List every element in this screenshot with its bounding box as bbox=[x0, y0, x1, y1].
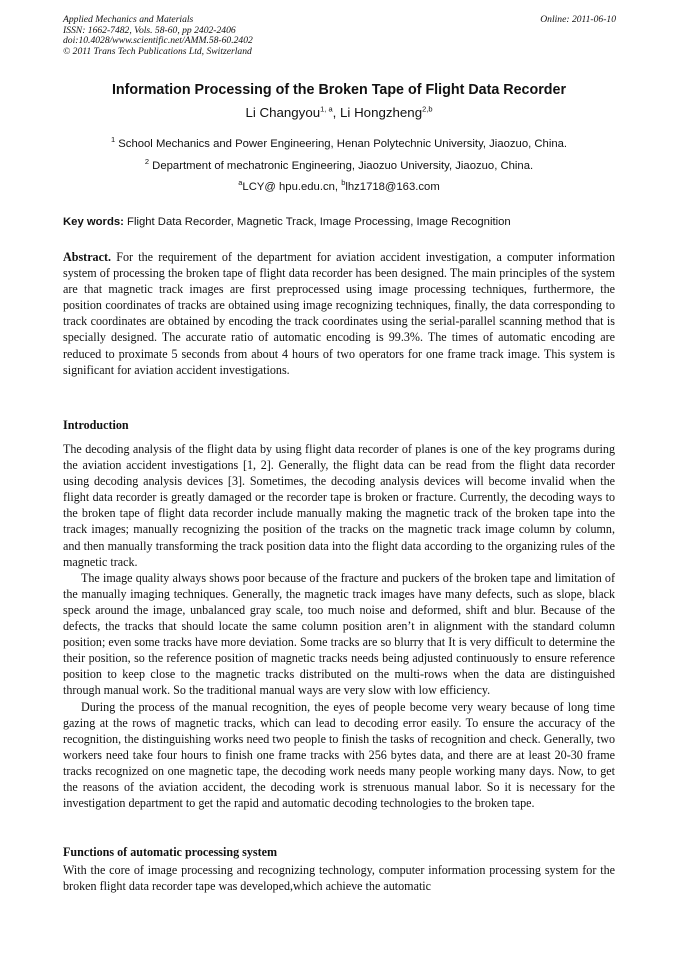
keywords-label: Key words: bbox=[63, 216, 124, 228]
paragraph: The image quality always shows poor because of the fracture and puckers of the broken tape and limitation of the manually imaging techniques. Generally, the magnetic track images have many defects, such as slope, black speck around the image, unbalanced gray scale, too much noise and deformed, shift and blur. Because of the defects, the tracks that should locate the same column position aren’t in alignment with the standard column position; even some tracks have more deviation. Some tracks are so blurry that It is very difficult to determine the their position, so the reference position of magnetic tracks needs being adjusted continuously to ensure reference position to keep close to the magnetic tracks distributed on the multi-rows when the data are distinguished through manual work. So the traditional manual ways are very slow with low efficiency. bbox=[63, 570, 615, 698]
introduction-section bbox=[63, 441, 615, 811]
affiliation-number: 1 bbox=[110, 135, 116, 145]
paragraph: With the core of image processing and recognizing technology, computer information processing system for the broken flight data recorder tape was developed,which achieve the automatic bbox=[63, 863, 615, 894]
abstract-label: Abstract. bbox=[63, 250, 112, 264]
keywords-line bbox=[63, 216, 615, 228]
author-name: Li Hongzheng bbox=[340, 105, 423, 120]
affiliation-number: 2 bbox=[144, 157, 150, 167]
introduction-heading: Introduction bbox=[63, 418, 129, 432]
affiliation-text: School Mechanics and Power Engineering, Henan Polytechnic University, Jiaozuo, China. bbox=[115, 138, 568, 150]
paper-title: Information Processing of the Broken Tape of Flight Data Recorder bbox=[111, 82, 567, 98]
author-name: Li Changyou bbox=[245, 105, 321, 120]
email-superscript: b bbox=[341, 178, 346, 188]
journal-name: Applied Mechanics and Materials bbox=[63, 14, 194, 25]
doi-line: doi:10.4028/www.scientific.net/AMM.58-60.2402 bbox=[63, 35, 253, 46]
journal-header bbox=[63, 15, 253, 57]
keywords-text: Flight Data Recorder, Magnetic Track, Image Processing, Image Recognition bbox=[123, 216, 511, 228]
online-date: Online: 2011-06-10 bbox=[540, 14, 616, 25]
author-superscript: 1, a bbox=[320, 104, 333, 114]
abstract-section bbox=[63, 249, 615, 378]
author-superscript: 2,b bbox=[422, 104, 433, 114]
author-line bbox=[0, 105, 678, 120]
affiliation-1 bbox=[0, 135, 678, 150]
email-text: LCY@ hpu.edu.cn, bbox=[242, 181, 342, 193]
functions-heading: Functions of automatic processing system bbox=[63, 845, 278, 859]
paragraph: The decoding analysis of the flight data by using flight data recorder of planes is one of the key programs during the aviation accident investigations [1, 2]. Generally, the flight data can be read from the flight data recorder using decoding analysis devices [3]. Sometimes, the decoding analysis devices will become invalid when the flight data recorder is greatly damaged or the recorder tape is broken or fracture. Currently, the decoding ways to the broken tape of flight data recorder include manually making the magnetic track of the broken tape into the track images; manually recognizing the position of the tracks on the magnetic track image column by column, and then manually transforming the track position data into the flight data according to the organizing rules of the magnetic track. bbox=[63, 442, 615, 569]
issn-line: ISSN: 1662-7482, Vols. 58-60, pp 2402-2406 bbox=[63, 24, 236, 36]
abstract-text: For the requirement of the department for aviation accident investigation, a computer information system of processing the broken tape of flight data recorder has been designed. The main principles of the system are that magnetic track images are first preprocessed using image processing techniques, furthermore, the position coordinates of tracks are obtained using image recognizing techniques, finally, the data corresponding to track coordinates are obtained by encoding the track coordinates using the serial-parallel scanning method that is specially designed. The accurate ratio of automatic encoding is 99.3%. The times of automatic encoding are reduced to proximate 5 seconds from about 4 hours of two operators for one frame track image. This system is significant for aviation accident investigations. bbox=[63, 250, 615, 377]
copyright-line: © 2011 Trans Tech Publications Ltd, Switzerland bbox=[63, 45, 252, 57]
author-separator: , bbox=[332, 105, 341, 120]
affiliation-text: Department of mechatronic Engineering, Jiaozuo University, Jiaozuo, China. bbox=[149, 160, 534, 172]
affiliation-2 bbox=[0, 157, 678, 172]
functions-section bbox=[63, 862, 615, 894]
paragraph: During the process of the manual recognition, the eyes of people become very weary because of long time gazing at the rows of magnetic tracks, which can lead to decoding error easily. To ensure the accuracy of the recognition, the distinguishing works need two people to finish the tasks of recognition and check. Generally, two workers need take four hours to finish one frame tracks with 256 bytes data, and there are at least 20-30 frame tracks recognized on one magnetic tape, the decoding work needs many people working many days. Now, to get the reasons of the aviation accident, the decoding work is strenuous manual labor. So it is necessary for the investigation department to get the rapid and automatic decoding technologies to the broken tape. bbox=[63, 699, 615, 811]
email-superscript: a bbox=[238, 178, 243, 188]
author-emails bbox=[0, 178, 678, 193]
email-text: lhz1718@163.com bbox=[345, 181, 440, 193]
